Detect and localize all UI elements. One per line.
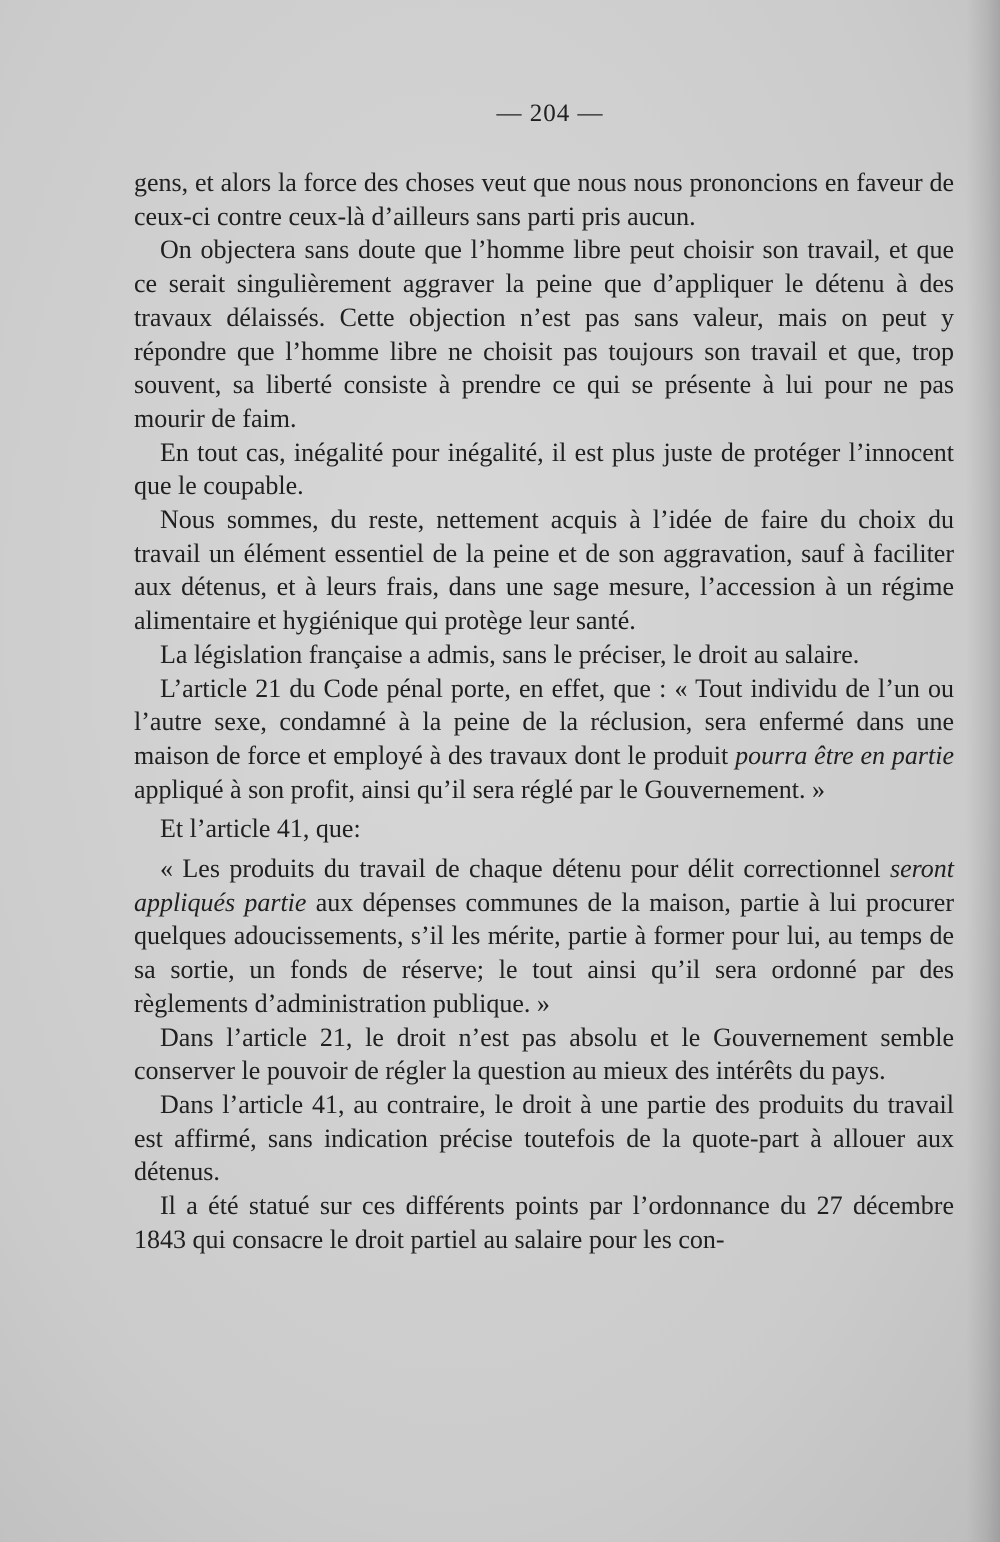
- page-number: — 204 —: [496, 100, 604, 127]
- paragraph-6-italic: pourra être en partie: [735, 740, 955, 770]
- paragraph-6-text-b: appliqué à son profit, ainsi qu’il sera réglé par le Gouvernement. »: [134, 774, 825, 804]
- paragraph-7-text: Et l’article 41, que:: [160, 814, 361, 844]
- paragraph-3: [134, 436, 954, 503]
- paragraph-10: [134, 1088, 954, 1189]
- paragraph-9: [134, 1021, 954, 1088]
- paragraph-4-text: Nous sommes, du reste, nettement acquis à l’idée de faire du choix du travail un élément essentiel de la peine et de son aggravation, sauf à faciliter aux détenus, et à leurs frais, dans une sage mesure, l’accession à un régime alimentaire et hygiénique qui protège leur santé.: [134, 505, 954, 636]
- paragraph-8-text-b: aux dépenses communes de la maison, partie à lui procurer quelques adoucissements, s’il les mérite, partie à former pour lui, au temps de sa sortie, un fonds de réserve; le tout ainsi qu’il sera ordonné par des règlements d’administration publique. »: [134, 887, 954, 1018]
- paragraph-9-text: Dans l’article 21, le droit n’est pas absolu et le Gouvernement semble conserver le pouvoir de régler la question au mieux des intérêts du pays.: [134, 1022, 954, 1086]
- paragraph-1-text: gens, et alors la force des choses veut que nous nous prononcions en faveur de ceux-ci contre ceux-là d’ailleurs sans parti pris aucun.: [134, 168, 954, 231]
- paragraph-1: [134, 166, 954, 233]
- paragraph-11-text: Il a été statué sur ces différents points par l’ordonnance du 27 décembre 1843 qui consacre le droit partiel au salaire pour les con-: [134, 1191, 954, 1254]
- paragraph-6-text-a: L’article 21 du Code pénal porte, en effet, que : « Tout individu de l’un ou l’autre sexe, condamné à la peine de la réclusion, sera enfermé dans une maison de force et employé à des travaux dont le produit: [134, 673, 954, 770]
- paragraph-8-text-a: « Les produits du travail de chaque détenu pour délit correctionnel: [160, 854, 890, 884]
- paragraph-2: [134, 233, 954, 435]
- paragraph-6: [134, 672, 954, 807]
- paragraph-5: [134, 638, 954, 672]
- paragraph-7: [134, 812, 954, 846]
- paragraph-3-text: En tout cas, inégalité pour inégalité, il est plus juste de protéger l’innocent que le coupable.: [134, 437, 954, 501]
- page-edge-shadow: [966, 0, 1000, 1542]
- paragraph-8-italic: seront appliqués partie: [134, 854, 954, 917]
- paragraph-4: [134, 503, 954, 638]
- paragraph-2-text: On objectera sans doute que l’homme libre peut choisir son travail, et que ce serait singulièrement aggraver la peine que d’appliquer le détenu à des travaux délaissés. Cette objection n’est pas sans valeur, mais on peut y répondre que l’homme libre ne choisit pas toujours son travail et que, trop souvent, sa liberté consiste à prendre ce qui se présente à lui pour ne pas mourir de faim.: [134, 235, 954, 433]
- paragraph-11: [134, 1189, 954, 1256]
- paragraph-8: [134, 852, 954, 1021]
- paragraph-5-text: La législation française a admis, sans le préciser, le droit au salaire.: [160, 639, 860, 669]
- paragraph-10-text: Dans l’article 41, au contraire, le droit à une partie des produits du travail est affirmé, sans indication précise toutefois de la quote-part à allouer aux détenus.: [134, 1089, 954, 1187]
- body-text: [134, 166, 954, 1257]
